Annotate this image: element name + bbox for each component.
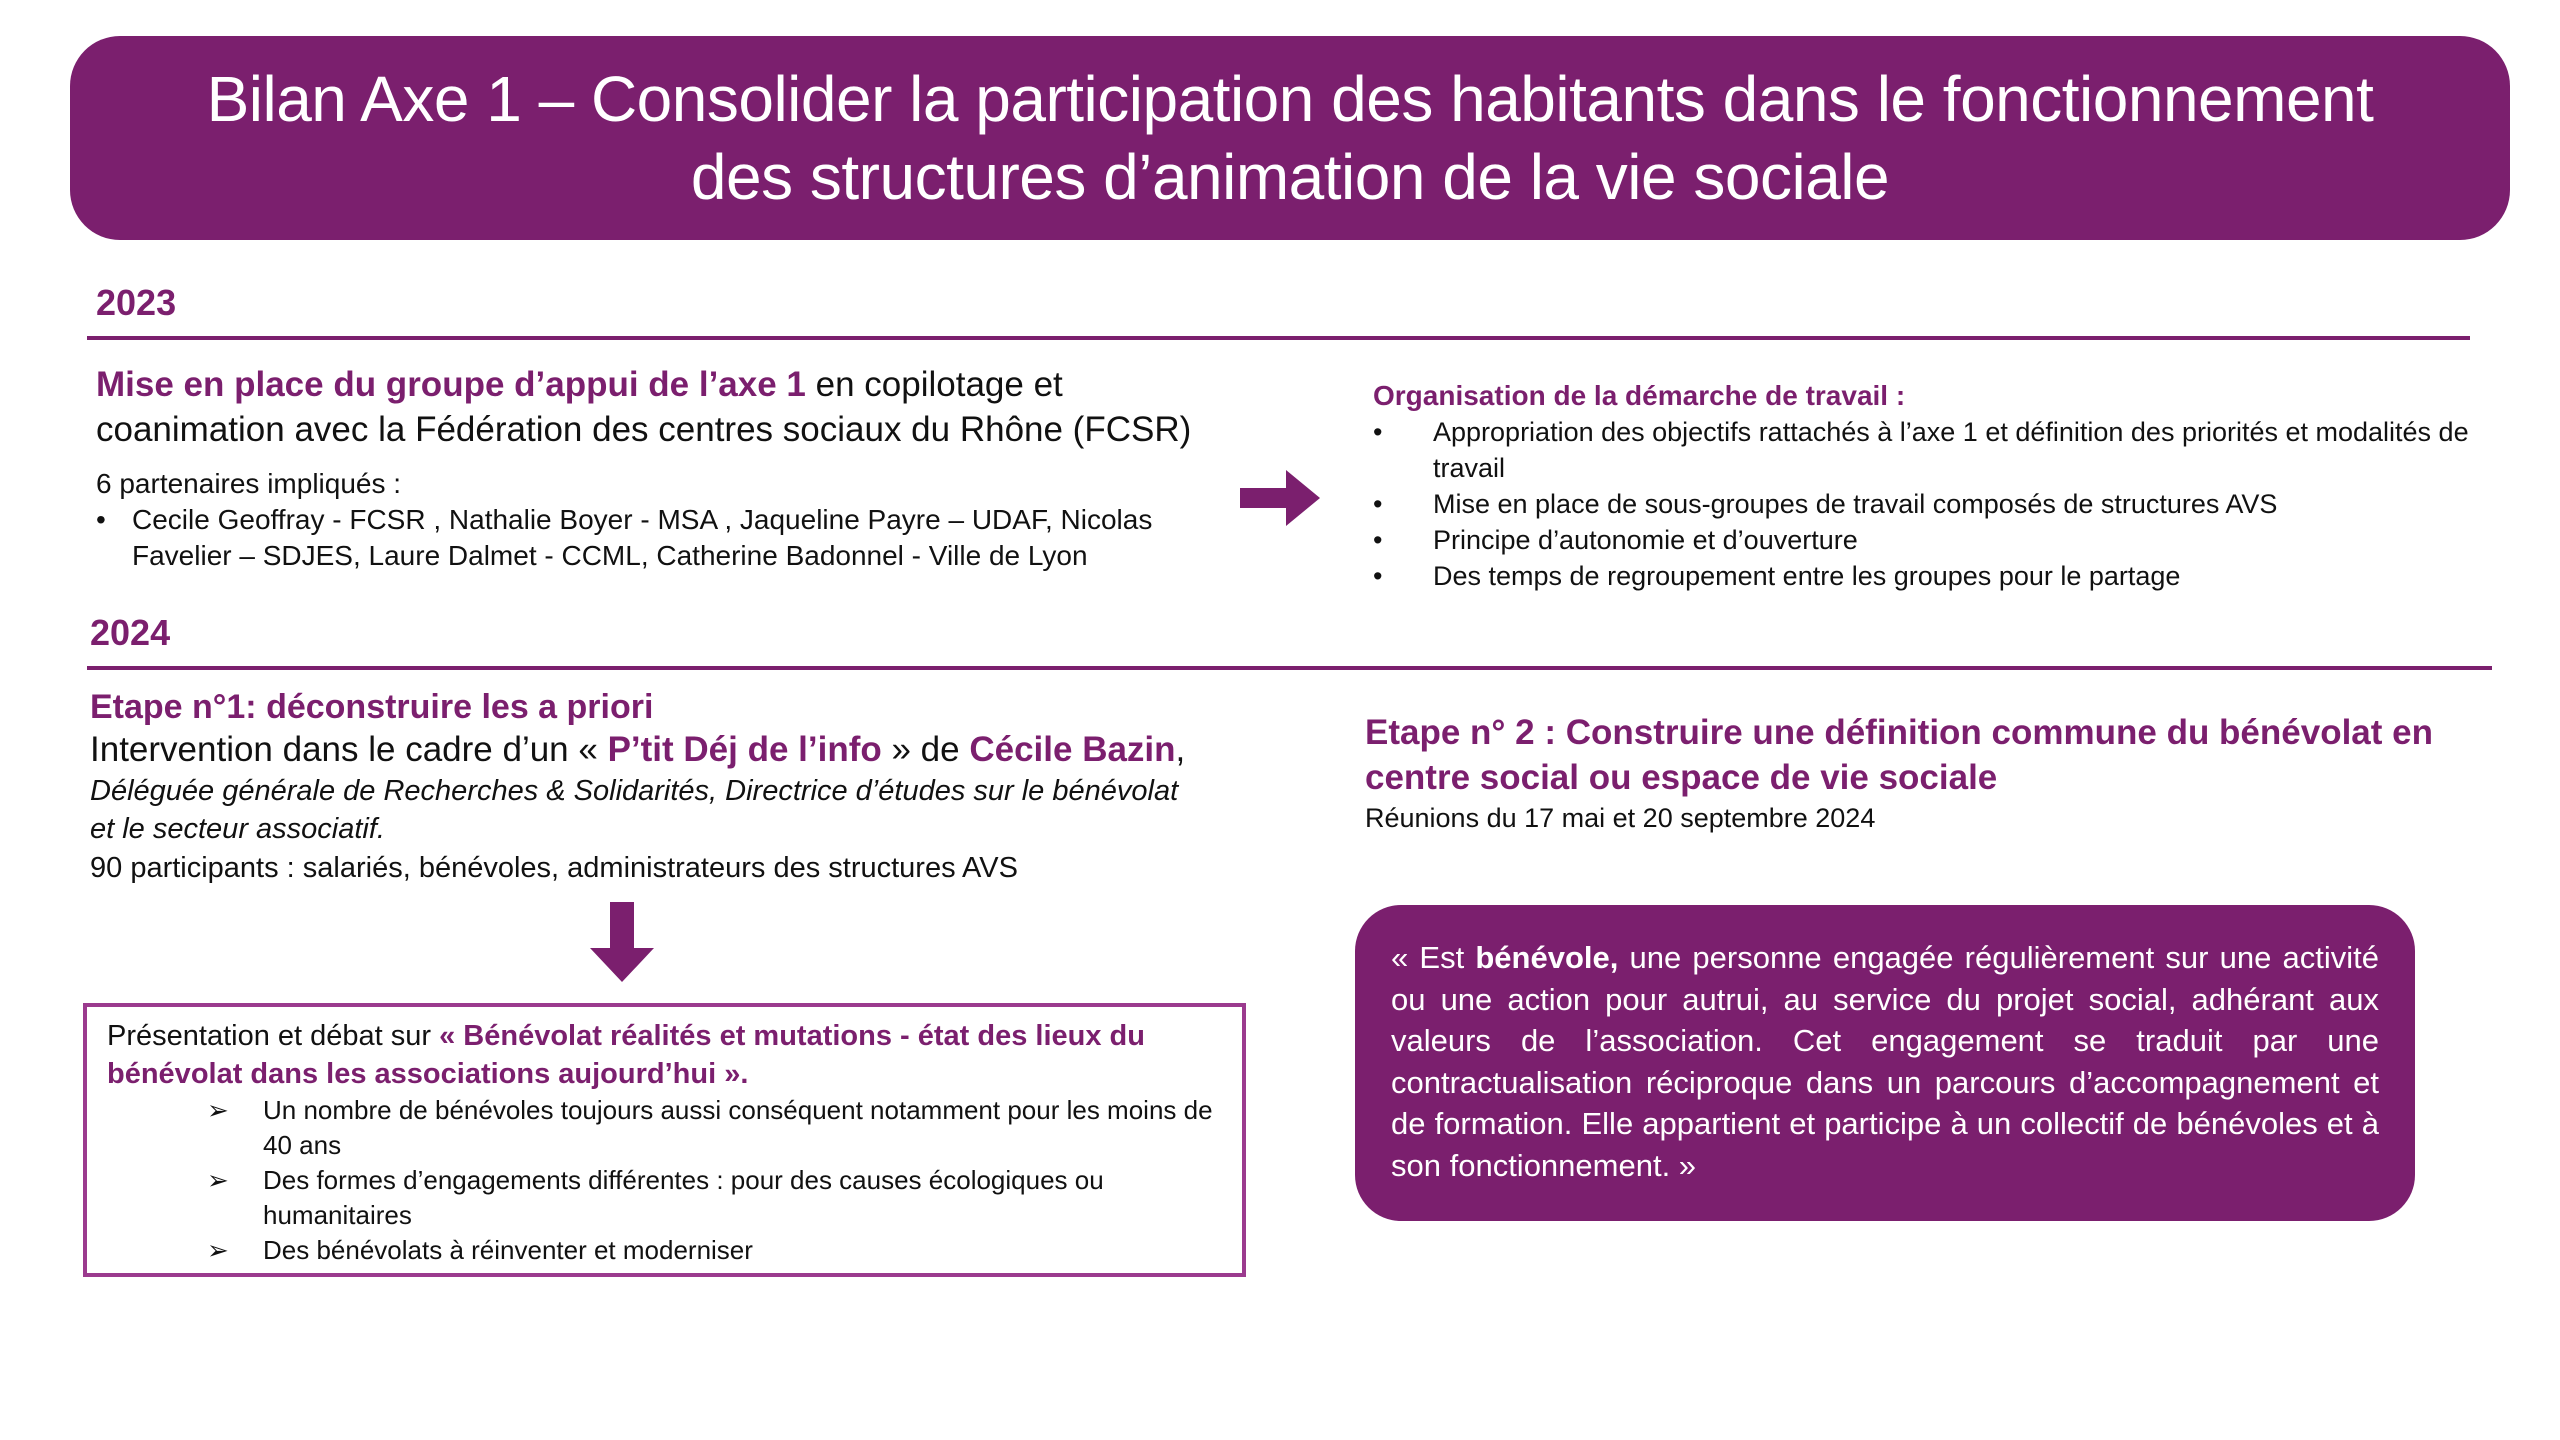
organisation-item: • Mise en place de sous-groupes de travail composés de structures AVS — [1373, 486, 2473, 522]
partners-line-1: • Cecile Geoffray - FCSR , Nathalie Boyer - MSA , Jaqueline Payre – UDAF, Nicolas — [132, 504, 1153, 535]
rule-2024 — [87, 666, 2492, 670]
organisation-item: • Appropriation des objectifs rattachés à l’axe 1 et définition des priorités et modalités de travail — [1373, 414, 2473, 486]
definition-quote — [1355, 905, 2415, 1221]
organisation-item: • Principe d’autonomie et d’ouverture — [1373, 522, 2473, 558]
step1-intro-a: Intervention dans le cadre d’un « — [90, 730, 608, 769]
debate-item-text: Des formes d’engagements différentes : pour des causes écologiques ou humanitaires — [263, 1165, 1104, 1230]
debate-box — [83, 1003, 1246, 1277]
debate-title-line-1: « Bénévolat réalités et mutations - état des lieux du — [439, 1020, 1145, 1052]
groupe-appui-heading — [96, 362, 1296, 407]
partners-line-2: Favelier – SDJES, Laure Dalmet - CCML, Catherine Badonnel - Ville de Lyon — [132, 540, 1088, 571]
step1-intro-b: » de — [881, 730, 970, 769]
partners-list — [96, 502, 1296, 574]
chevron-bullet-icon: ➢ — [207, 1095, 229, 1125]
year-2023: 2023 — [96, 282, 177, 323]
chevron-bullet-icon: ➢ — [207, 1235, 229, 1265]
step1-intro-c: , — [1175, 730, 1186, 769]
organisation-item: • Des temps de regroupement entre les groupes pour le partage — [1373, 558, 2473, 594]
debate-list — [107, 1093, 1222, 1268]
groupe-appui-line2: coanimation avec la Fédération des centres sociaux du Rhône (FCSR) — [96, 410, 1192, 449]
arrow-down-icon — [590, 902, 654, 982]
partners-item — [96, 502, 1296, 574]
step1-role-line-1: Déléguée générale de Recherches & Solidarités, Directrice d’études sur le bénévolat — [90, 775, 1179, 807]
quote-text: une personne engagée régulièrement sur une activité ou une action pour autrui, au service du projet social, adhérant aux valeurs de l’association. Cet engagement se traduit par une contractualisation réciproque dans un parcours d’accompagnement et de formation. Elle appartient et participe à un collectif de bénévoles et à son fonctionnement. » — [1391, 940, 2379, 1183]
step2-heading-line-1: Etape n° 2 : Construire une définition commune du bénévolat en — [1365, 713, 2433, 752]
debate-item — [107, 1093, 1222, 1163]
organisation-heading: Organisation de la démarche de travail : — [1373, 380, 1906, 411]
step1-person: Cécile Bazin — [969, 730, 1176, 769]
groupe-appui-title-rest: en copilotage et — [805, 365, 1063, 404]
step1-heading: Etape n°1: déconstruire les a priori — [90, 688, 654, 726]
groupe-appui-block — [96, 362, 1296, 574]
step1-event: P’tit Déj de l’info — [607, 730, 882, 769]
groupe-appui-title: Mise en place du groupe d’appui de l’axe 1 — [96, 365, 806, 404]
debate-intro-text: Présentation et débat sur — [107, 1020, 440, 1052]
step2-heading-line-2: centre social ou espace de vie sociale — [1365, 758, 1998, 797]
organisation-list — [1373, 414, 2473, 594]
debate-item — [107, 1163, 1222, 1233]
step1-role-line-2: et le secteur associatif. — [90, 813, 385, 845]
year-2024: 2024 — [90, 612, 171, 653]
step2-block — [1365, 710, 2515, 836]
partners-label: 6 partenaires impliqués : — [96, 468, 402, 499]
step1-participants: 90 participants : salariés, bénévoles, administrateurs des structures AVS — [90, 852, 1018, 884]
title-banner — [70, 36, 2510, 240]
debate-title-line-2: bénévolat dans les associations aujourd’hui ». — [107, 1058, 749, 1090]
title-line-1: Bilan Axe 1 – Consolider la participation des habitants dans le fonctionnement — [206, 63, 2374, 135]
rule-2023 — [87, 336, 2470, 340]
debate-intro — [107, 1017, 1222, 1055]
debate-item — [107, 1233, 1222, 1268]
title-line-2: des structures d’animation de la vie sociale — [690, 141, 1890, 213]
organisation-block — [1373, 378, 2473, 594]
chevron-bullet-icon: ➢ — [207, 1165, 229, 1195]
debate-item-text: Des bénévolats à réinventer et moderniser — [263, 1235, 753, 1265]
quote-open: « Est — [1391, 940, 1476, 975]
arrow-right-icon — [1240, 470, 1320, 526]
quote-keyword: bénévole, — [1475, 940, 1619, 975]
step1-intro — [90, 728, 1290, 772]
step2-meetings: Réunions du 17 mai et 20 septembre 2024 — [1365, 803, 1876, 833]
step1-block — [90, 686, 1290, 888]
debate-item-text: Un nombre de bénévoles toujours aussi conséquent notamment pour les moins de 40 ans — [263, 1095, 1213, 1160]
